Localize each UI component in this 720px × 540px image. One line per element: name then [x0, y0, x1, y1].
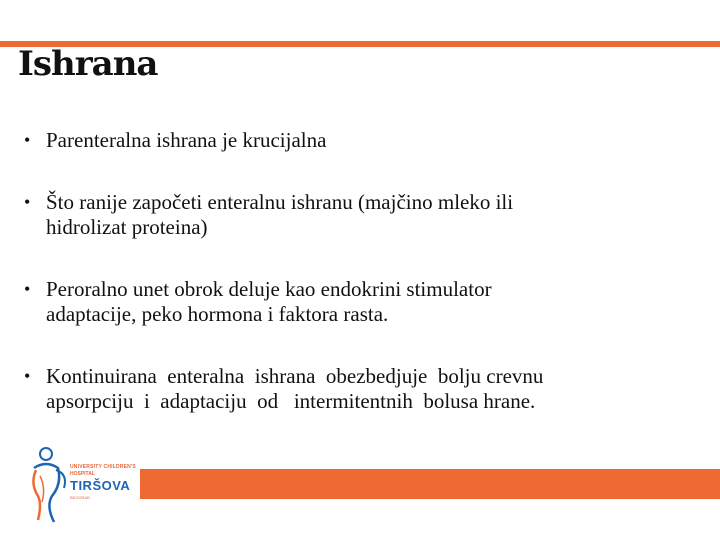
logo-text-line2: HOSPITAL — [70, 471, 95, 477]
bullet-item — [24, 364, 684, 414]
logo-text-line1: UNIVERSITY CHILDREN'S — [70, 464, 136, 470]
bottom-accent-bar — [140, 469, 720, 499]
hospital-logo — [26, 444, 138, 526]
bullet-list — [24, 128, 684, 451]
bullet-item — [24, 277, 684, 327]
bullet-line: adaptacije, peko hormona i faktora rasta. — [46, 302, 389, 326]
bullet-item — [24, 190, 684, 240]
slide-title: Ishrana — [18, 44, 158, 84]
bullet-dot-icon: • — [24, 130, 31, 150]
bullet-dot-icon: • — [24, 366, 31, 386]
logo-city: BEOGRAD — [70, 495, 91, 500]
bullet-line: Kontinuirana enteralna ishrana obezbedjuje bolju crevnu — [46, 364, 544, 388]
bullet-item — [24, 128, 684, 153]
bullet-dot-icon: • — [24, 192, 31, 212]
child-figure-icon — [26, 444, 70, 526]
bullet-dot-icon: • — [24, 279, 31, 299]
bullet-line: hidrolizat proteina) — [46, 215, 208, 239]
bullet-line: apsorpciju i adaptaciju od intermitentnih bolusa hrane. — [46, 389, 536, 413]
bullet-line: Peroralno unet obrok deluje kao endokrini stimulator — [46, 277, 492, 301]
logo-name: TIRŠOVA — [70, 478, 131, 493]
bullet-line: Što ranije započeti enteralnu ishranu (majčino mleko ili — [46, 190, 514, 214]
bullet-line: Parenteralna ishrana je krucijalna — [46, 128, 327, 152]
